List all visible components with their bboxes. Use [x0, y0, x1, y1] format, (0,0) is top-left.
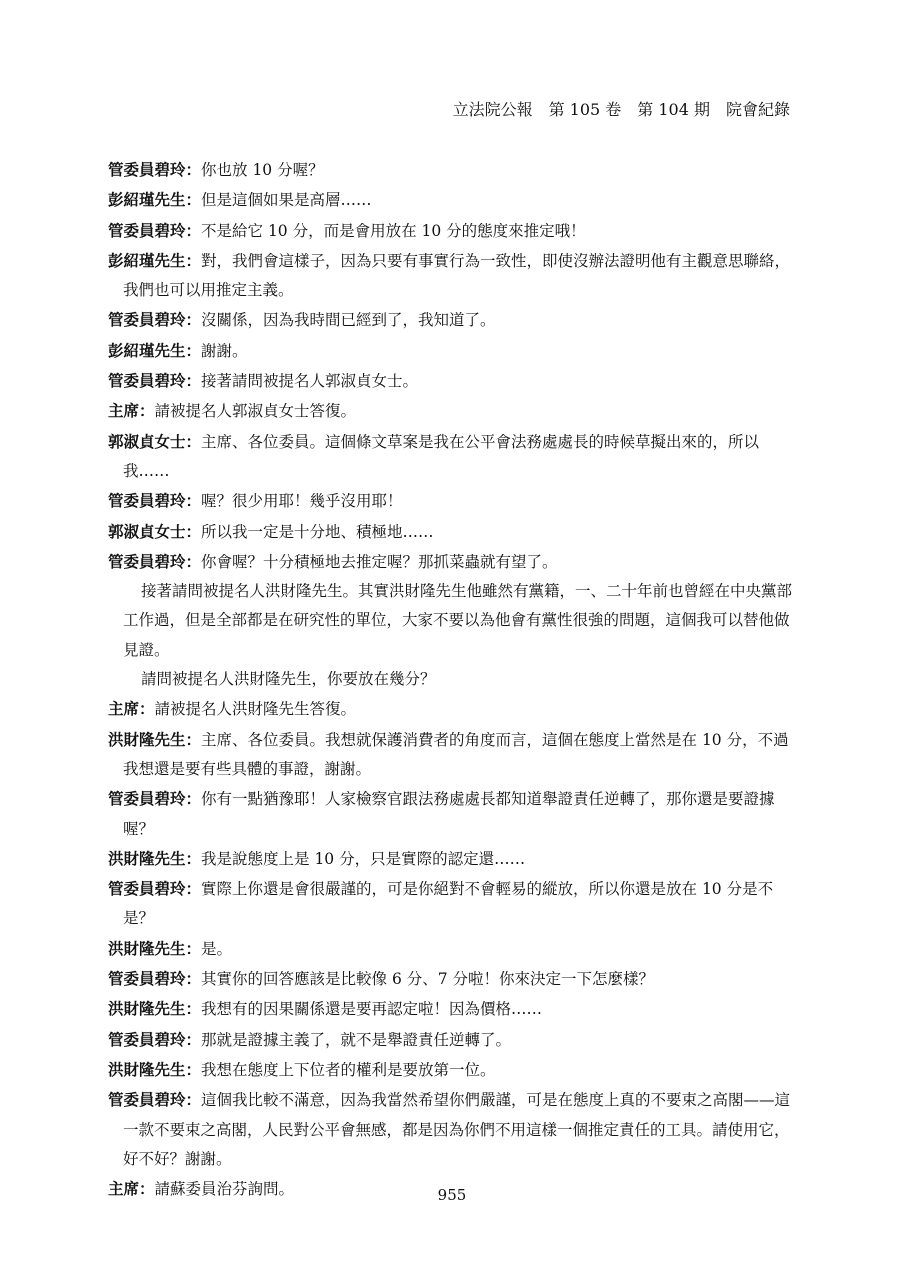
speech-text: 那就是證據主義了，就不是舉證責任逆轉了。	[201, 1030, 512, 1049]
speech-text: 謝謝。	[201, 341, 248, 360]
transcript-entry	[108, 246, 798, 306]
speaker-label: 主席：	[108, 401, 155, 421]
transcript-entry	[108, 185, 798, 215]
speaker-label: 管委員碧玲：	[108, 969, 202, 989]
transcript-entry	[108, 155, 798, 185]
continuation-paragraph: 接著請問被提名人洪財隆先生。其實洪財隆先生他雖然有黨籍，一、二十年前也曾經在中央黨部工作過，但是全部都是在研究性的單位，大家不要以為他會有黨性很強的問題，這個我可以替他做見證。	[123, 582, 793, 659]
speech-text: 是。	[201, 939, 233, 958]
speech-text: 請被提名人郭淑貞女士答復。	[154, 402, 357, 421]
speech-text: 我是說態度上是 10 分，只是實際的認定還……	[201, 849, 526, 868]
speech-text: 請被提名人洪財隆先生答復。	[154, 700, 357, 719]
speech-text: 我想在態度上下位者的權利是要放第一位。	[201, 1060, 496, 1079]
speech-text: 喔？很少用耶！幾乎沒用耶！	[201, 492, 403, 511]
page-number: 955	[437, 1186, 467, 1204]
speech-text: 實際上你還是會很嚴謹的，可是你絕對不會輕易的縱放，所以你還是放在 10 分是不是？	[123, 880, 774, 928]
transcript-entry	[108, 305, 798, 335]
transcript-entry	[108, 844, 798, 874]
transcript-entry	[108, 725, 798, 785]
speaker-label: 彭紹瑾先生：	[108, 340, 202, 360]
transcript-entry	[108, 216, 798, 246]
speech-text: 你有一點猶豫耶！人家檢察官跟法務處處長都知道舉證責任逆轉了，那你還是要證據喔？	[123, 790, 775, 838]
speech-text: 但是這個如果是高層……	[201, 191, 372, 210]
speaker-label: 郭淑貞女士：	[108, 431, 202, 451]
speaker-label: 管委員碧玲：	[108, 789, 202, 809]
speech-text: 你會喔？十分積極地去推定喔？那抓菜蟲就有望了。	[201, 552, 558, 571]
transcript-entry	[108, 427, 798, 487]
speaker-label: 彭紹瑾先生：	[108, 250, 202, 270]
transcript-entry	[108, 486, 798, 516]
speech-text: 其實你的回答應該是比較像 6 分、7 分啦！你來決定一下怎麼樣？	[201, 970, 655, 989]
speaker-label: 洪財隆先生：	[108, 1059, 202, 1079]
speech-text: 沒關係，因為我時間已經到了，我知道了。	[201, 311, 496, 330]
speaker-label: 洪財隆先生：	[108, 729, 202, 749]
speaker-label: 主席：	[108, 699, 155, 719]
transcript-entry	[108, 366, 798, 396]
speaker-label: 管委員碧玲：	[108, 220, 202, 240]
transcript-entry	[108, 874, 798, 934]
transcript-entry	[108, 994, 798, 1024]
transcript-entry	[108, 547, 798, 577]
speaker-label: 管委員碧玲：	[108, 879, 202, 899]
speech-text: 主席、各位委員。這個條文草案是我在公平會法務處處長的時候草擬出來的，所以我……	[123, 432, 760, 480]
transcript-entry	[108, 1085, 798, 1174]
transcript-entry	[108, 784, 798, 844]
speech-text: 接著請問被提名人郭淑貞女士。	[201, 372, 419, 391]
speaker-label: 洪財隆先生：	[108, 938, 202, 958]
speech-text: 請蘇委員治芬詢問。	[154, 1180, 295, 1199]
transcript-entry	[108, 934, 798, 964]
speaker-label: 彭紹瑾先生：	[108, 190, 202, 210]
speech-text: 對，我們會這樣子，因為只要有事實行為一致性，即使沒辦法證明他有主觀意思聯絡，我們也可以用推定主義。	[123, 251, 791, 300]
speech-text: 所以我一定是十分地、積極地……	[201, 522, 434, 541]
transcript-entry	[108, 396, 798, 426]
speaker-label: 管委員碧玲：	[108, 310, 202, 330]
speaker-label: 管委員碧玲：	[108, 491, 202, 511]
speaker-label: 洪財隆先生：	[108, 848, 202, 868]
continuation-paragraph: 請問被提名人洪財隆先生，你要放在幾分？	[141, 670, 436, 689]
speaker-label: 管委員碧玲：	[108, 371, 202, 391]
speech-text: 你也放 10 分喔？	[201, 161, 324, 179]
transcript-entry	[108, 1025, 798, 1055]
speech-text: 這個我比較不滿意，因為我當然希望你們嚴謹，可是在態度上真的不要束之高閣——這一款不要束之高閣，人民對公平會無感，都是因為你們不用這樣一個推定責任的工具。請使用它，好不好？謝謝。	[123, 1091, 791, 1168]
speaker-label: 主席：	[108, 1179, 155, 1199]
transcript-entry	[108, 964, 798, 994]
speaker-label: 管委員碧玲：	[108, 1029, 202, 1049]
speech-text: 我想有的因果關係還是要再認定啦！因為價格……	[201, 1000, 543, 1019]
speaker-label: 管委員碧玲：	[108, 160, 202, 179]
transcript-entry	[108, 1055, 798, 1085]
transcript-body	[108, 155, 798, 1204]
transcript-entry	[108, 694, 798, 724]
speech-text: 主席、各位委員。我想就保護消費者的角度而言，這個在態度上當然是在 10 分，不過我想還是要有些具體的事證，謝謝。	[123, 730, 789, 778]
speaker-label: 郭淑貞女士：	[108, 521, 202, 541]
speaker-label: 管委員碧玲：	[108, 551, 202, 571]
gazette-header: 立法院公報 第 105 卷 第 104 期 院會紀錄	[452, 100, 790, 119]
transcript-entry	[108, 336, 798, 366]
speech-text: 不是給它 10 分，而是會用放在 10 分的態度來推定哦！	[201, 221, 586, 240]
speaker-label: 管委員碧玲：	[108, 1090, 202, 1110]
speaker-label: 洪財隆先生：	[108, 999, 202, 1019]
transcript-entry	[108, 517, 798, 547]
